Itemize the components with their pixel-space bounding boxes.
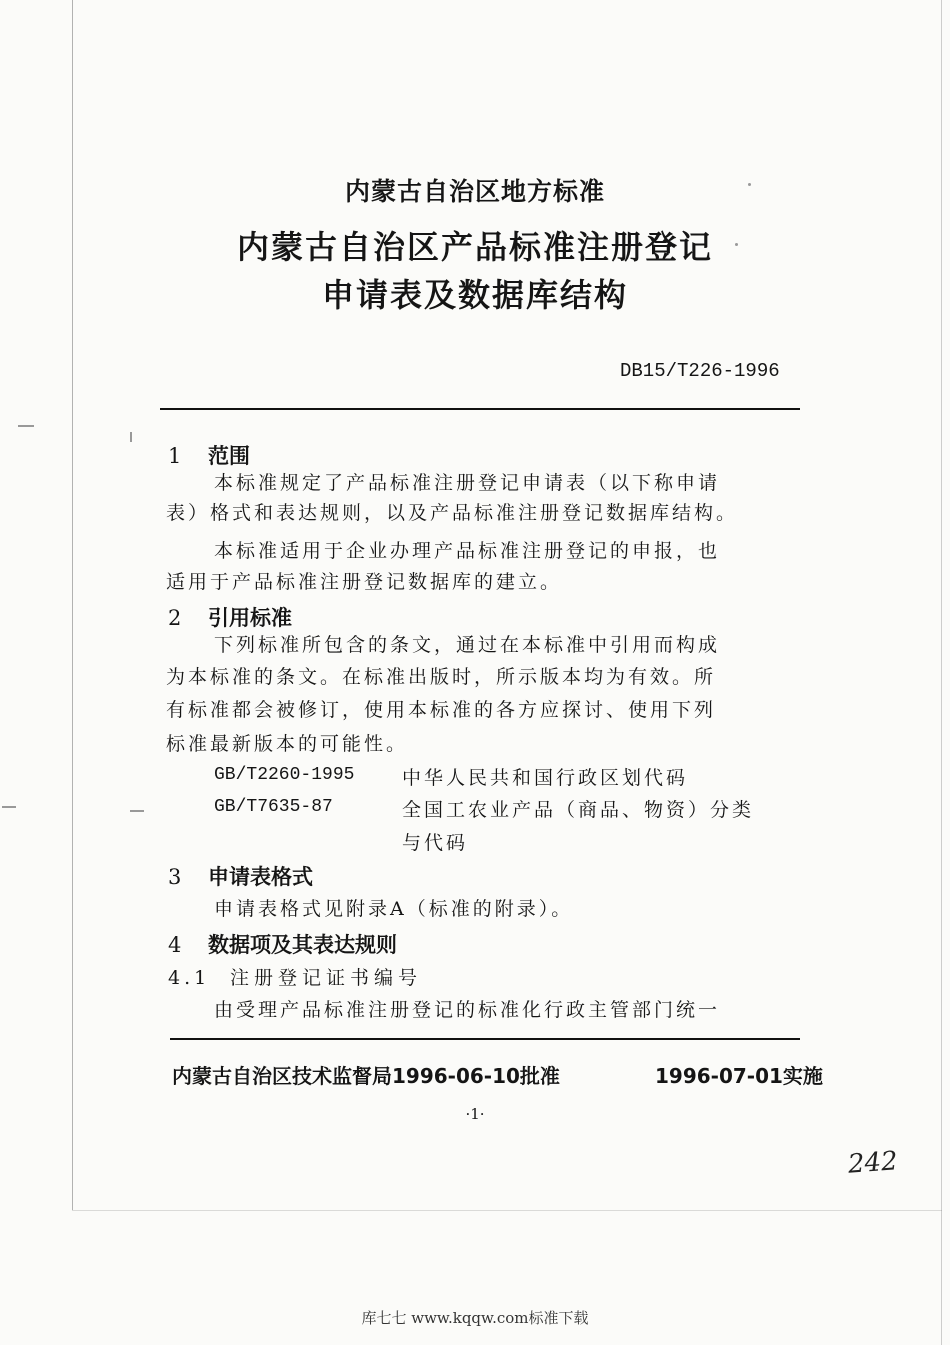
reference-code: GB/T2260-1995 — [214, 765, 355, 785]
scan-speck — [18, 425, 34, 427]
section-title: 申请表格式 — [208, 865, 313, 889]
paragraph-line: 申请表格式见附录A（标准的附录）。 — [214, 898, 574, 920]
page-number: ·1· — [465, 1105, 485, 1123]
paragraph-line: 标准最新版本的可能性。 — [166, 733, 409, 755]
section-4-heading — [168, 929, 397, 959]
handwritten-page-note: 242 — [847, 1146, 899, 1180]
standard-code: DB15/T226-1996 — [620, 360, 780, 382]
paragraph-line: 本标准适用于企业办理产品标准注册登记的申报，也 — [214, 540, 721, 562]
section-title: 引用标准 — [208, 606, 292, 630]
subsection-title: 注册登记证书编号 — [230, 967, 423, 989]
section-1-heading — [168, 440, 250, 470]
section-title: 数据项及其表达规则 — [208, 933, 397, 957]
header-rule — [160, 408, 800, 410]
reference-name: 全国工农业产品（商品、物资）分类 — [402, 799, 755, 821]
document-org-title: 内蒙古自治区地方标准 — [344, 177, 605, 206]
document-title-line2: 申请表及数据库结构 — [321, 276, 628, 314]
approval-line: 内蒙古自治区技术监督局1996-06-10批准 — [172, 1064, 560, 1088]
footer-rule — [170, 1038, 800, 1040]
document-title-line1: 内蒙古自治区产品标准注册登记 — [236, 228, 713, 266]
section-number: 3 — [168, 865, 182, 889]
paragraph-line: 适用于产品标准注册登记数据库的建立。 — [166, 571, 563, 593]
scan-speck — [2, 806, 16, 808]
subsection-number: 4.1 — [168, 967, 211, 989]
section-number: 1 — [168, 444, 182, 468]
download-watermark: 库七七 www.kqqw.com标准下载 — [361, 1309, 589, 1327]
paragraph-line: 表）格式和表达规则，以及产品标准注册登记数据库结构。 — [166, 502, 739, 524]
scan-bottom-line — [72, 1210, 942, 1211]
reference-name: 中华人民共和国行政区划代码 — [402, 767, 689, 789]
subsection-4-1-heading — [168, 963, 422, 990]
paragraph-line: 本标准规定了产品标准注册登记申请表（以下称申请 — [214, 472, 721, 494]
paragraph-line: 由受理产品标准注册登记的标准化行政主管部门统一 — [214, 999, 721, 1021]
paragraph-line: 为本标准的条文。在标准出版时，所示版本均为有效。所 — [166, 666, 717, 688]
implementation-line: 1996-07-01实施 — [655, 1064, 823, 1088]
section-number: 2 — [168, 606, 182, 630]
section-number: 4 — [168, 933, 182, 957]
paragraph-line: 有标准都会被修订，使用本标准的各方应探讨、使用下列 — [166, 699, 717, 721]
scan-speck — [130, 810, 144, 812]
section-3-heading — [168, 861, 313, 891]
reference-name-continued: 与代码 — [402, 832, 469, 854]
paragraph-line: 下列标准所包含的条文，通过在本标准中引用而构成 — [214, 634, 721, 656]
reference-code: GB/T7635-87 — [214, 797, 333, 817]
section-title: 范围 — [208, 444, 250, 468]
scan-speck — [130, 432, 132, 442]
section-2-heading — [168, 602, 292, 632]
